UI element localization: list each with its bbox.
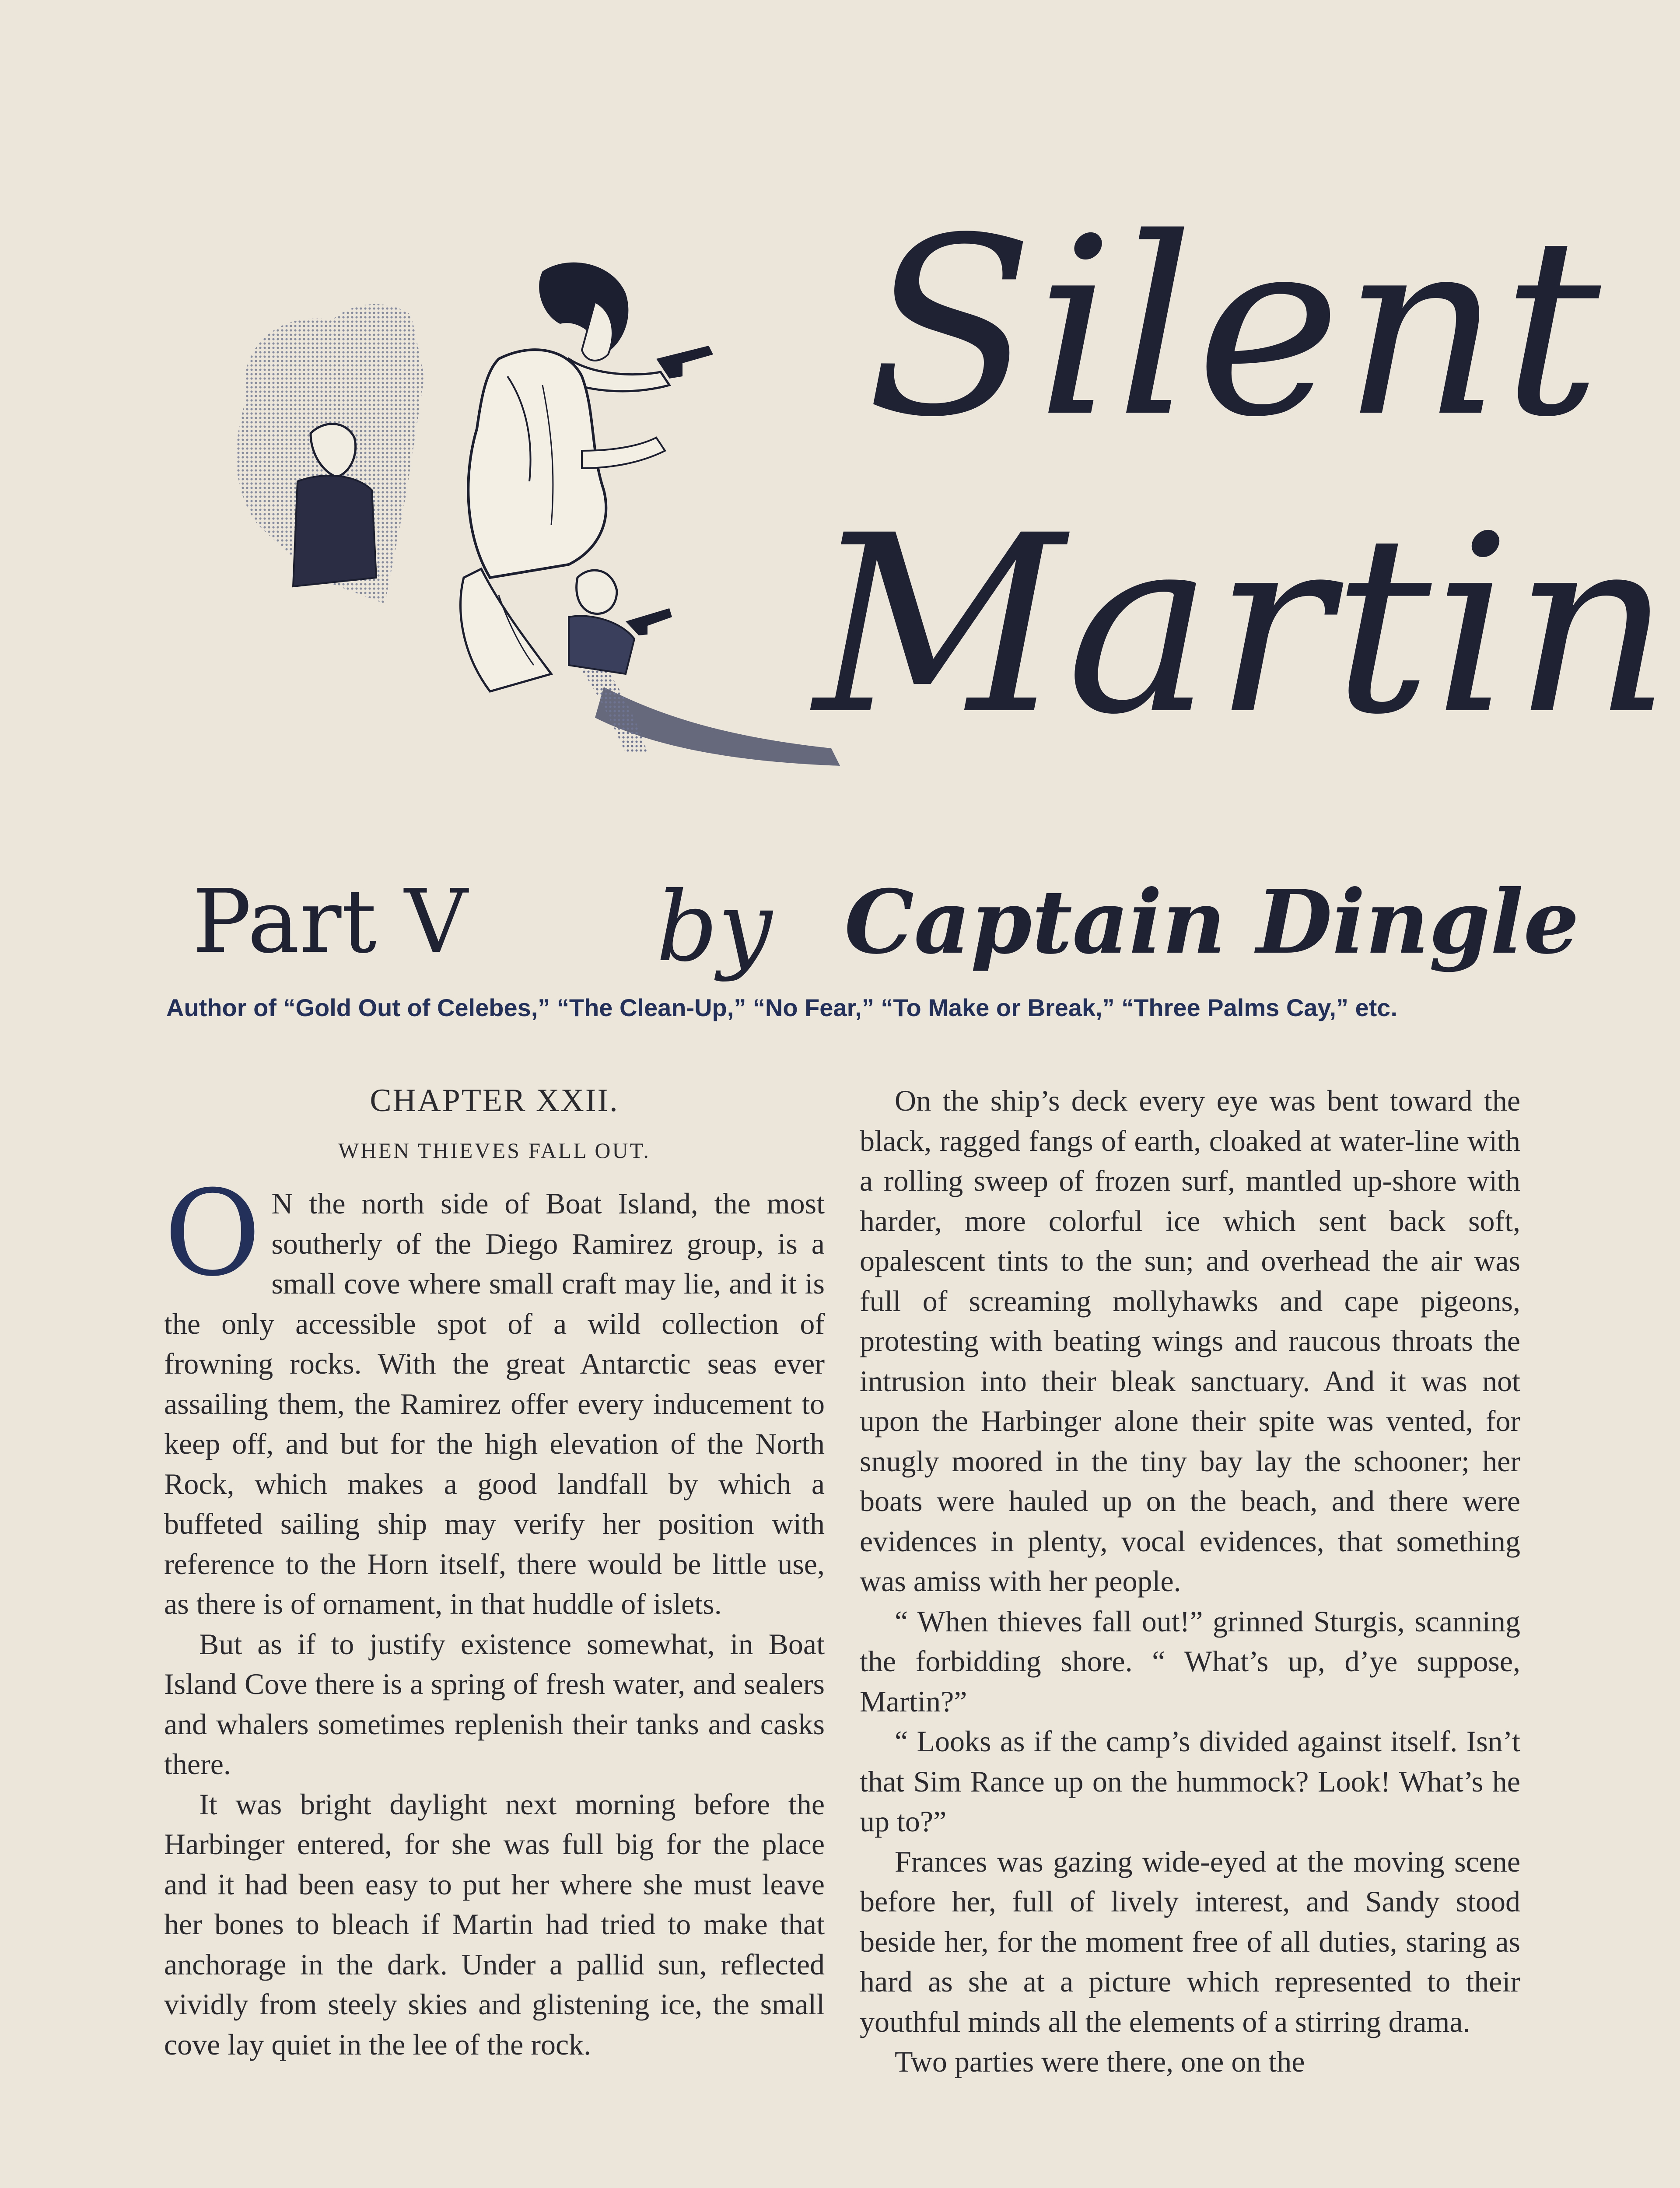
paragraph: O N the north side of Boat Island, the most southerly of the Diego Ramirez group, is a small cove where small craft may lie, and it is the only accessible spot of a wild collection of frowning rocks. With the great Antarctic seas ever assailing them, the Ramirez offer every inducement to keep off, and but for the high elevation of the North Rock, which makes a good landfall by which a buffeted sailing ship may verify her position with reference to the Horn itself, there would be little use, as there is of ornament, in that huddle of islets. xyxy=(164,1164,825,1620)
author-name: Captain Dingle xyxy=(844,871,1579,974)
chapter-subtitle: WHEN THIEVES FALL OUT. xyxy=(338,1138,651,1163)
paragraph: “ Looks as if the camp’s divided against itself. Isn’t that Sim Rance up on the hummock? Look! What’s he up to?” xyxy=(860,1725,1520,1838)
paragraph: Two parties were there, one on the xyxy=(895,2045,1305,2078)
byline-row xyxy=(0,871,1680,1002)
title-line-martin: Martin xyxy=(814,483,1673,768)
author-credits: Author of “Gold Out of Celebes,” “The Clean-Up,” “No Fear,” “To Make or Break,” “Three Palms Cay,” etc. xyxy=(166,994,1397,1021)
paragraph: It was bright daylight next morning before the Harbinger entered, for she was full big for the place and it had been easy to put her where she must leave her bones to bleach if Martin had tried to make that anchorage in the dark. Under a pallid sun, reflected vividly from steely skies and glistening ice, the small cove lay quiet in the lee of the rock. xyxy=(164,1787,825,2061)
part-label: Part V xyxy=(192,871,468,973)
paragraph: But as if to justify existence somewhat, in Boat Island Cove there is a spring of fresh water, and sealers and whalers sometimes replenish their tanks and casks there. xyxy=(164,1627,825,1781)
by-label: by xyxy=(656,871,773,983)
paragraph: On the ship’s deck every eye was bent toward the black, ragged fangs of earth, cloaked at water-line with a rolling sweep of frozen surf, mantled up-shore with harder, more colorful ice which sent back soft, opalescent tints to the sun; and overhead the air was full of screaming mollyhawks and cape pigeons, protesting with beating wings and raucous throats the intrusion into their bleak sanctuary. And it was not upon the Harbinger alone their spite was vented, for snugly moored in the tiny bay lay the schooner; her boats were hauled up on the beach, and there were evidences in plenty, vocal evidences, that something was amiss with her people. xyxy=(860,1084,1520,1598)
paragraph: “ When thieves fall out!” grinned Sturgis, scanning the forbidding shore. “ What’s up, d’ye suppose, Martin?” xyxy=(860,1604,1520,1718)
text-column-left xyxy=(164,1081,825,2065)
title-line-silent: Silent xyxy=(866,186,1603,471)
woman-with-revolver-illustration xyxy=(219,245,862,788)
paragraph: Frances was gazing wide-eyed at the moving scene before her, full of lively interest, and Sandy stood beside her, for the moment free of all duties, staring as hard as she at a picture which represented to their youthful minds all the elements of a stirring drama. xyxy=(860,1844,1520,2038)
text-column-right xyxy=(860,1081,1520,2082)
drop-cap: O xyxy=(164,1164,261,1302)
chapter-heading: CHAPTER XXII. xyxy=(370,1083,619,1119)
